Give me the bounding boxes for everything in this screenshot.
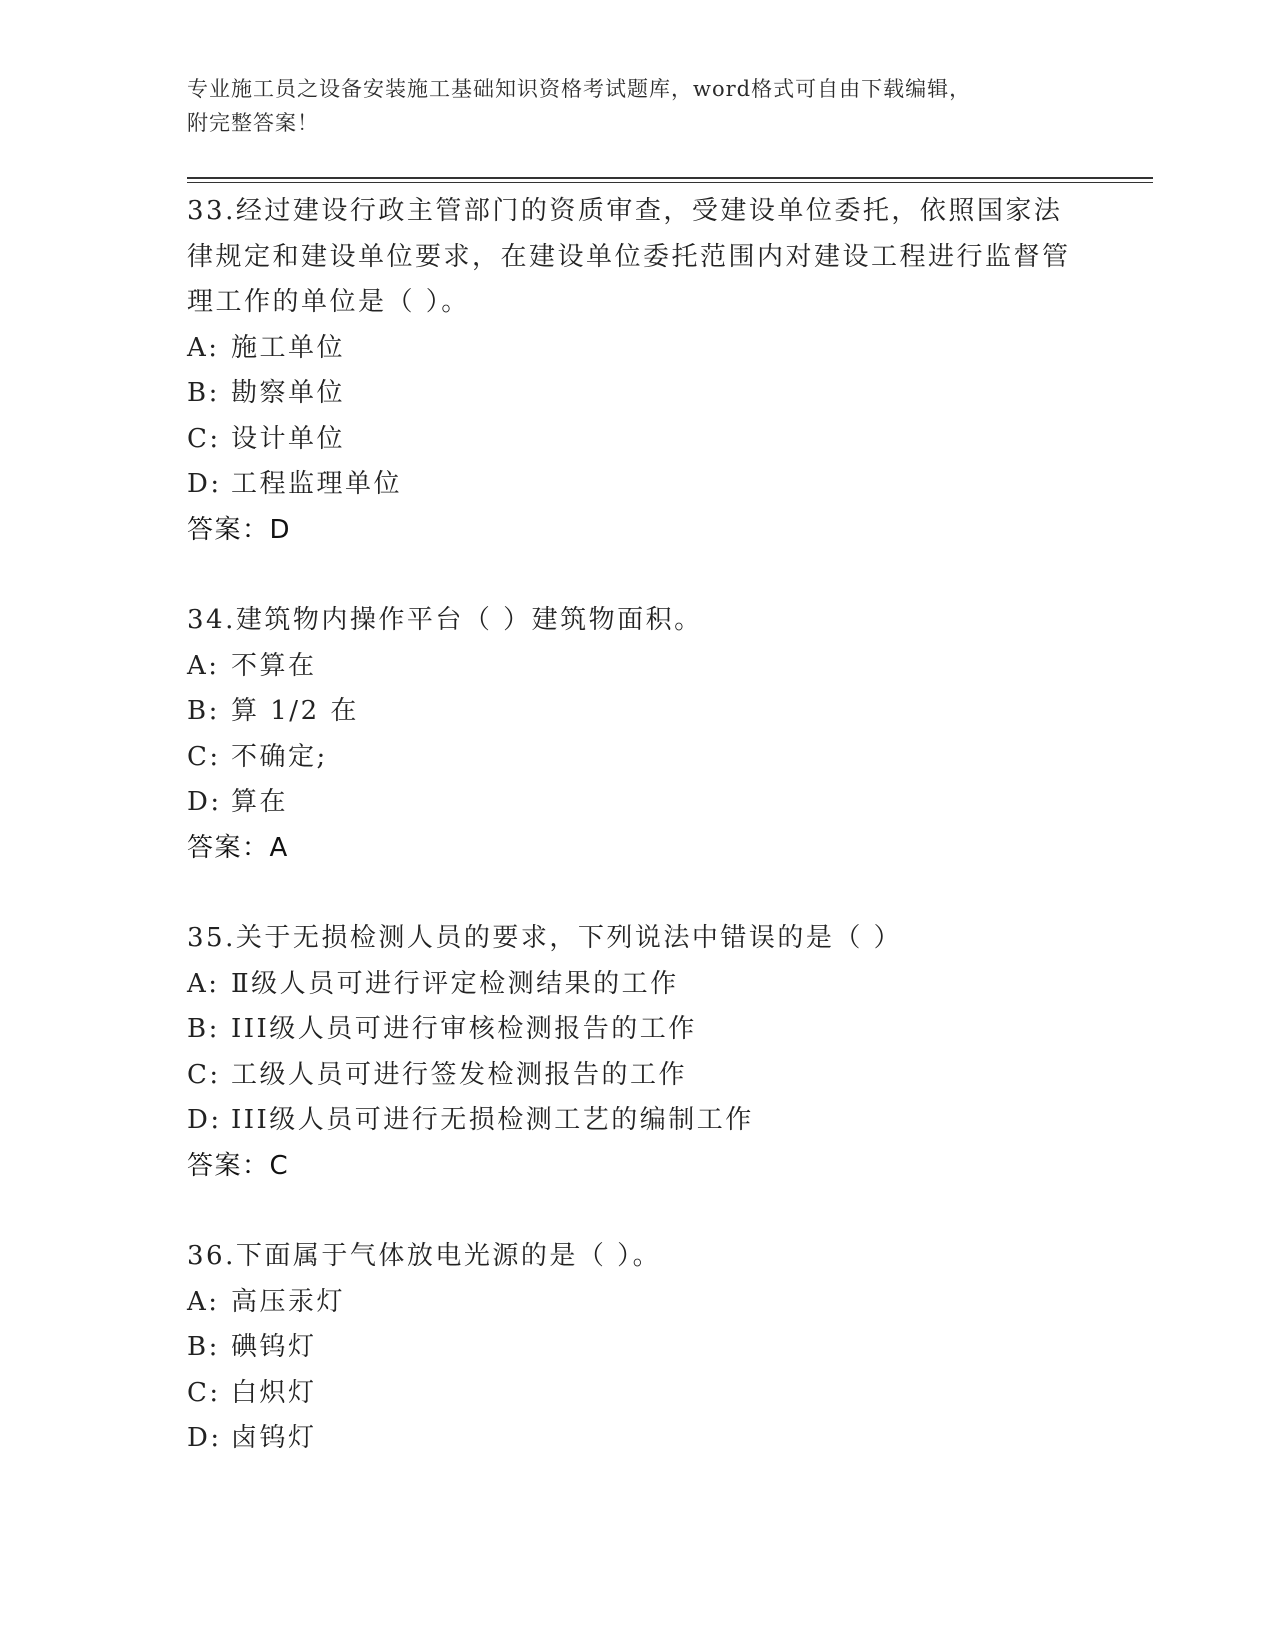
option-key: C: xyxy=(187,423,221,454)
option-b xyxy=(187,689,1087,735)
option-key: D: xyxy=(187,1423,222,1453)
option-text: 工级人员可进行签发检测报告的工作 xyxy=(231,1059,688,1090)
option-key: D: xyxy=(187,1105,222,1135)
option-text: 设计单位 xyxy=(231,423,346,454)
option-text: 白炽灯 xyxy=(231,1377,317,1408)
header-rule-thick xyxy=(187,177,1153,179)
option-c xyxy=(187,417,1087,463)
option-key: B: xyxy=(187,1332,220,1362)
option-a xyxy=(187,1280,1087,1326)
question-list xyxy=(187,189,1087,1462)
option-a xyxy=(187,962,1087,1008)
option-key: C: xyxy=(187,1377,221,1408)
option-key: B: xyxy=(187,1014,220,1044)
option-text: 不确定; xyxy=(231,741,328,772)
header-line-2: 附完整答案！ xyxy=(187,111,319,135)
option-d xyxy=(187,462,1087,508)
option-key: A: xyxy=(187,968,220,999)
option-text: 碘钨灯 xyxy=(231,1332,317,1362)
option-key: A: xyxy=(187,1286,220,1317)
option-key: C: xyxy=(187,1059,221,1090)
question-stem: 33.经过建设行政主管部门的资质审查，受建设单位委托，依照国家法律规定和建设单位要求，在建设单位委托范围内对建设工程进行监督管理工作的单位是（ ）。 xyxy=(187,196,1071,317)
question-33 xyxy=(187,189,1087,553)
option-text: 勘察单位 xyxy=(231,378,346,408)
option-a xyxy=(187,644,1087,690)
option-text: Ⅱ级人员可进行评定检测结果的工作 xyxy=(231,968,679,999)
option-c xyxy=(187,1053,1087,1099)
document-header xyxy=(187,72,1067,140)
option-c xyxy=(187,735,1087,781)
option-a xyxy=(187,326,1087,372)
header-line-1: 专业施工员之设备安装施工基础知识资格考试题库，word格式可自由下载编辑， xyxy=(187,77,972,101)
option-text: 工程监理单位 xyxy=(231,469,403,499)
option-key: B: xyxy=(187,696,220,726)
question-35 xyxy=(187,916,1087,1189)
question-stem: 36.下面属于气体放电光源的是（ ）。 xyxy=(187,1241,662,1271)
option-key: A: xyxy=(187,332,220,363)
question-stem: 34.建筑物内操作平台（ ）建筑物面积。 xyxy=(187,605,703,635)
question-34 xyxy=(187,598,1087,871)
option-b xyxy=(187,1325,1087,1371)
answer-line: 答案：C xyxy=(187,1150,290,1181)
question-36 xyxy=(187,1234,1087,1462)
option-text: III级人员可进行无损检测工艺的编制工作 xyxy=(231,1105,754,1135)
option-d xyxy=(187,780,1087,826)
option-key: A: xyxy=(187,650,220,681)
option-text: 卤钨灯 xyxy=(231,1423,317,1453)
option-text: 算在 xyxy=(231,787,289,817)
option-d xyxy=(187,1098,1087,1144)
option-key: B: xyxy=(187,378,220,408)
question-stem: 35.关于无损检测人员的要求，下列说法中错误的是（ ） xyxy=(187,923,903,953)
option-key: D: xyxy=(187,787,222,817)
option-text: 不算在 xyxy=(231,650,317,681)
answer-line: 答案：A xyxy=(187,832,289,863)
header-rule-thin xyxy=(187,182,1153,183)
option-text: 算 1/2 在 xyxy=(231,696,359,726)
option-text: III级人员可进行审核检测报告的工作 xyxy=(231,1014,697,1044)
option-key: D: xyxy=(187,469,222,499)
option-b xyxy=(187,1007,1087,1053)
answer-line: 答案：D xyxy=(187,514,292,545)
option-text: 施工单位 xyxy=(231,332,346,363)
option-d xyxy=(187,1416,1087,1462)
option-text: 高压汞灯 xyxy=(231,1286,346,1317)
option-c xyxy=(187,1371,1087,1417)
option-b xyxy=(187,371,1087,417)
option-key: C: xyxy=(187,741,221,772)
